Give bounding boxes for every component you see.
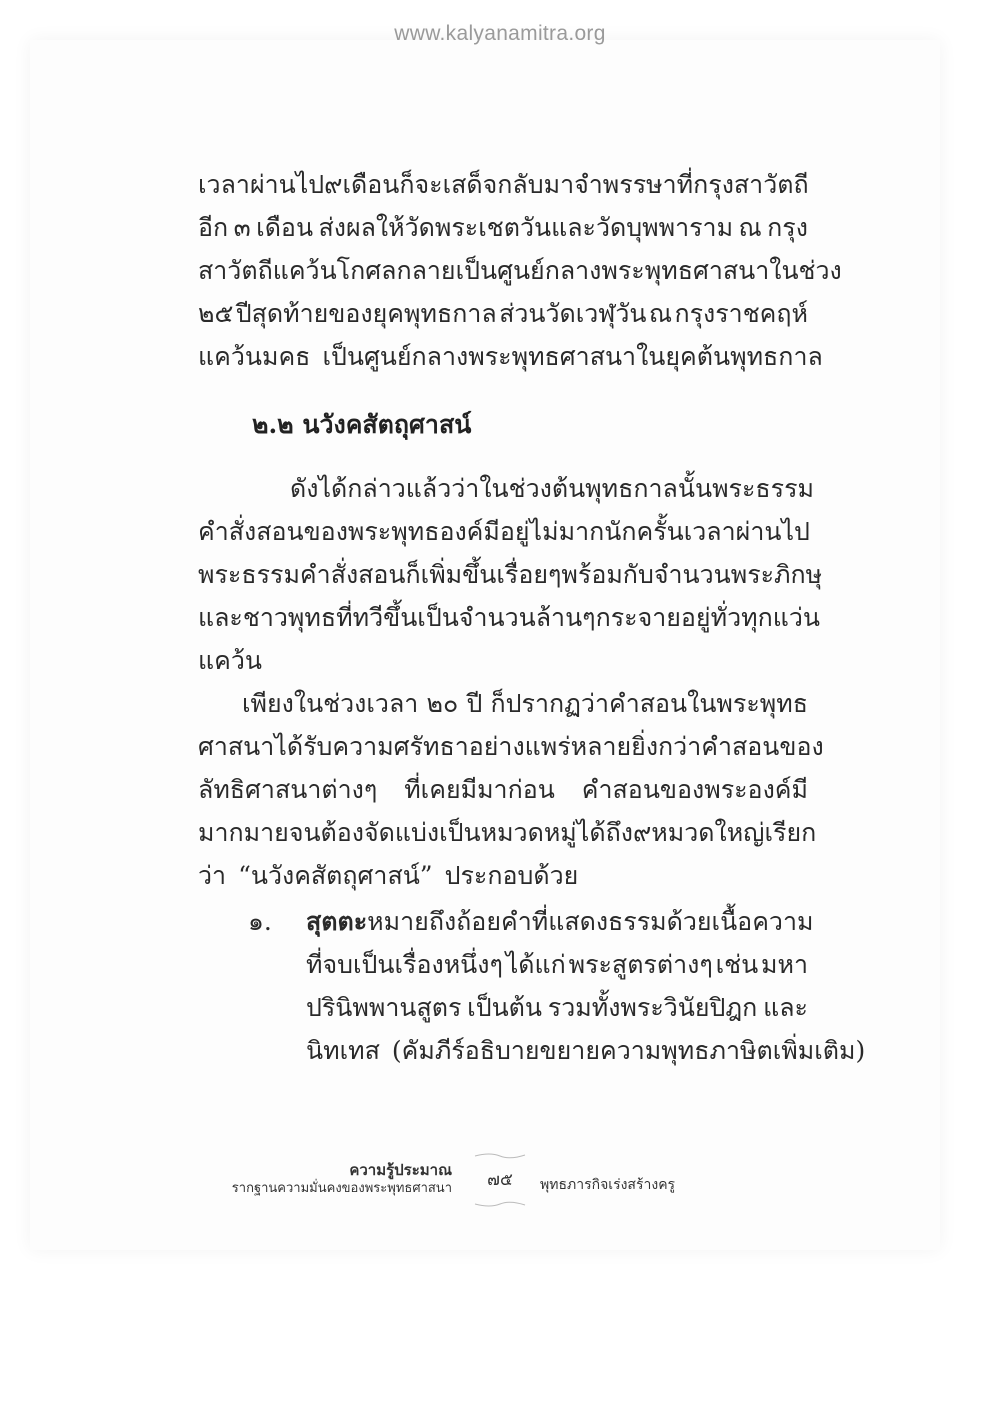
- text-line: [198, 768, 808, 811]
- text-word: ส่งผลให้วัดพระเชตวันและวัดบุพพาราม: [318, 213, 734, 242]
- paragraph-2: [198, 467, 823, 682]
- text-word: เช่น: [715, 950, 759, 979]
- text-word: หมวดใหญ่: [651, 818, 765, 847]
- text-word: ยิ่งกว่าคำสอนของ: [631, 732, 824, 761]
- text-word: มากมายจนต้องจัดแบ่งเป็นหมวดหมู่ได้ถึง: [198, 818, 633, 847]
- text-word: พระธรรมคำสั่งสอนก็เพิ่มขึ้นเรื่อยๆ: [198, 560, 562, 589]
- page-number: ๗๕: [487, 1170, 513, 1190]
- text-line: [198, 510, 808, 553]
- text-word: ครั้นเวลาผ่านไป: [636, 517, 810, 546]
- text-word: เรียก: [764, 818, 817, 847]
- text-line: [198, 249, 842, 292]
- text-word: ๒๐: [426, 689, 459, 718]
- paragraph-1: [198, 163, 842, 378]
- text-word: มหา: [761, 950, 808, 979]
- text-word: กรุงราชคฤห์: [674, 299, 808, 328]
- text-word: เป็นศูนย์กลางพระพุทธศาสนาในยุคต้นพุทธกาล: [322, 342, 823, 371]
- text-word: ๓: [233, 213, 251, 242]
- text-line: [198, 682, 808, 725]
- text-word: ประกอบด้วย: [444, 861, 579, 890]
- text-word: ณ: [648, 299, 673, 328]
- footer-title: ความรู้ประมาณ: [349, 1161, 452, 1179]
- text-word: กระจายอยู่ทั่วทุกแว่น: [595, 603, 820, 632]
- text-line: [198, 163, 808, 206]
- footer-subtitle: รากฐานความมั่นคงของพระพุทธศาสนา: [231, 1181, 452, 1196]
- text-word: ศาสนาได้รับความศรัทธาอย่างแพร่หลาย: [198, 732, 632, 761]
- page-footer: [0, 1160, 1000, 1220]
- list-number: ๑.: [248, 907, 272, 936]
- text-line: [306, 1029, 866, 1072]
- text-word: ดังได้กล่าวแล้วว่าในช่วงต้นพุทธกาลนั้น: [290, 474, 713, 503]
- text-word: ๙: [324, 170, 343, 199]
- text-word: แคว้นมคธ: [198, 342, 311, 371]
- watermark-url: www.kalyanamitra.org: [394, 22, 606, 45]
- text-word: ปรินิพพานสูตร: [306, 993, 462, 1022]
- text-word: ๒๕: [198, 299, 234, 328]
- text-line: [198, 854, 808, 897]
- text-word: อีก: [198, 213, 229, 242]
- text-line: [198, 467, 814, 510]
- text-word: ๙: [632, 818, 652, 847]
- text-word: หมายถึง: [367, 907, 457, 936]
- text-word: และชาวพุทธที่ทวีขึ้นเป็นจำนวนล้านๆ: [198, 603, 596, 632]
- section-heading: ๒.๒ นวังคสัตถุศาสน์: [252, 410, 472, 439]
- footer-chapter-title: พุทธภารกิจเร่งสร้างครู: [540, 1177, 676, 1193]
- text-line: [198, 292, 808, 335]
- text-word: พร้อมกับจำนวนพระภิกษุ: [561, 560, 823, 589]
- text-line: [306, 900, 814, 943]
- text-word: (คัมภีร์อธิบายขยายความพุทธภาษิตเพิ่มเติม): [391, 1036, 866, 1065]
- text-word: คำสั่งสอนของพระพุทธองค์มีอยู่ไม่มากนัก: [198, 517, 637, 546]
- text-word: เดือน: [256, 213, 314, 242]
- text-line: [198, 639, 808, 682]
- list-item-body: [306, 900, 866, 1072]
- text-word: ก็ปรากฏว่าคำสอนในพระพุทธ: [490, 689, 808, 718]
- text-word: พระสูตรต่างๆ: [568, 950, 713, 979]
- text-word: เวลาผ่านไป: [198, 170, 325, 199]
- text-word: กรุง: [767, 213, 808, 242]
- text-line: [198, 725, 824, 768]
- text-word: ที่เคยมีมาก่อน: [404, 775, 555, 804]
- text-line: [198, 596, 820, 639]
- text-word: สาวัตถี: [198, 256, 273, 285]
- text-word: ปี: [466, 689, 483, 718]
- text-word: ปีสุดท้ายของยุคพุทธกาล: [235, 299, 497, 328]
- text-word: คำสอนของพระองค์มี: [581, 775, 808, 804]
- text-word: เดือน: [342, 170, 400, 199]
- list-term: สุตตะ: [306, 907, 368, 936]
- text-word: ณ: [738, 213, 762, 242]
- text-word: ว่า: [198, 861, 227, 890]
- footer-ornament-bottom: [470, 1200, 530, 1210]
- text-word: แคว้น: [198, 646, 262, 675]
- paragraph-3: [198, 682, 824, 897]
- text-line: [198, 811, 817, 854]
- text-word: ส่วนวัดเวฬุวัน: [499, 299, 647, 328]
- footer-ornament-top: [470, 1150, 530, 1160]
- footer-book-title: [232, 1160, 452, 1198]
- text-line: [198, 553, 823, 596]
- text-word: แคว้นโกศล: [272, 256, 397, 285]
- text-line: [198, 335, 823, 378]
- text-line: [198, 206, 808, 249]
- text-word: ที่จบเป็นเรื่องหนึ่งๆ: [306, 950, 503, 979]
- text-word: และ: [763, 993, 808, 1022]
- text-word: นิทเทส: [306, 1036, 380, 1065]
- text-word: กลายเป็นศูนย์กลางพระพุทธศาสนาในช่วง: [396, 256, 842, 285]
- text-word: เพียงในช่วงเวลา: [242, 689, 419, 718]
- text-word: “นวังคสัตถุศาสน์”: [238, 861, 433, 890]
- text-word: เป็นต้น: [467, 993, 543, 1022]
- text-line: [306, 943, 808, 986]
- text-word: ได้แก่: [505, 950, 566, 979]
- text-word: ลัทธิศาสนาต่างๆ: [198, 775, 378, 804]
- text-word: ก็จะเสด็จกลับมาจำพรรษาที่กรุงสาวัตถี: [399, 170, 809, 199]
- text-line: [306, 986, 808, 1029]
- text-word: พระธรรม: [712, 474, 814, 503]
- text-word: รวมทั้งพระวินัยปิฎก: [547, 993, 758, 1022]
- text-word: ถ้อยคำที่แสดงธรรมด้วยเนื้อความ: [456, 907, 814, 936]
